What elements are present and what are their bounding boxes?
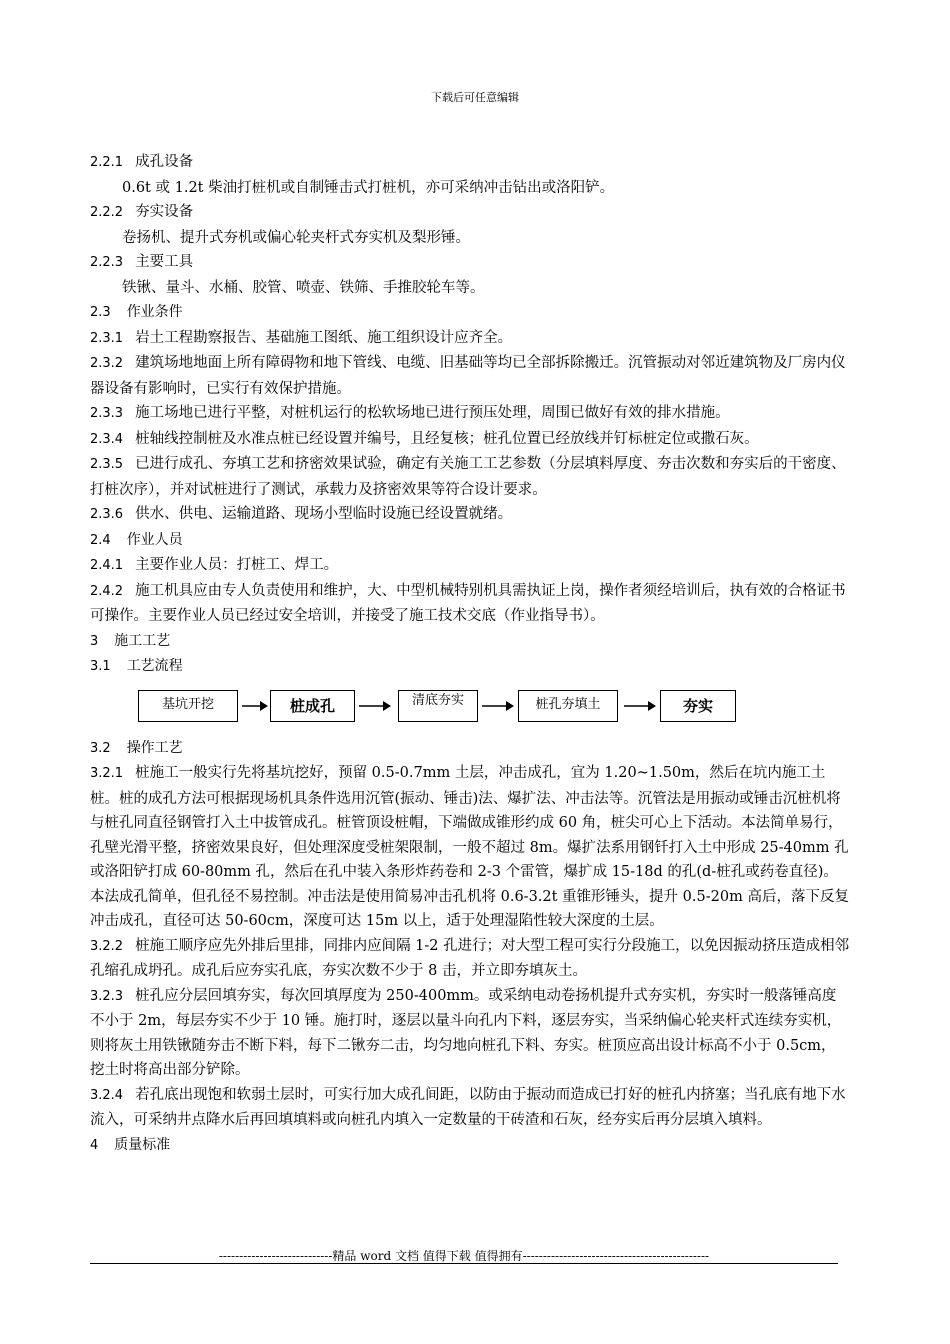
flow-step-compaction: 夯实 — [660, 690, 736, 722]
document-body — [90, 150, 850, 1158]
paragraph — [90, 553, 850, 579]
section-number: 2.2.3 — [90, 255, 124, 270]
paragraph-text: 桩施工一般实行先将基坑挖好，预留 0.5-0.7mm 土层，冲击成孔，宜为 1.20~1.50m，然后在坑内施工土桩。桩的成孔方法可根据现场机具条件选用沉管(振动、锤击)法、爆扩法、冲击法等。沉管法是用振动或锤击沉桩机将与桩孔同直径钢管打入土中拔管成孔。桩管顶设桩帽，下端做成锥形约成 60 角，桩尖可心上下活动。本法简单易行，孔壁光滑平整，挤密效果良好，但处理深度受桩架限制，一般不超过 8m。爆扩法系用钢钎打入土中形成 25-40mm 孔或洛阳铲打成 60-80mm 孔，然后在孔中装入条形炸药卷和 2-3 个雷管，爆扩成 15-18d 的孔(d-桩孔或药卷直径)。本法成孔简单，但孔径不易控制。冲击法是使用简易冲击孔机将 0.6-3.2t 重锥形锤头，提升 0.5-20m 高后，落下反复冲击成孔，直径可达 50-60cm，深度可达 15m 以上，适于处理湿陷性较大深度的土层。 — [90, 765, 849, 929]
section-number: 4 — [90, 1137, 99, 1153]
section-heading — [90, 629, 850, 655]
paragraph-text: 岩土工程勘察报告、基础施工图纸、施工组织设计应齐全。 — [135, 329, 513, 346]
paragraph-text: 桩轴线控制桩及水准点桩已经设置并编号，且经复核；桩孔位置已经放线并钉标桩定位或撒石灰。 — [135, 430, 759, 447]
paragraph — [90, 326, 850, 352]
section-number: 2.3.3 — [90, 406, 124, 421]
arrow-right-icon — [622, 698, 658, 714]
section-number: 2.3.6 — [90, 507, 124, 522]
section-number: 3 — [90, 633, 99, 649]
section-number: 2.4 — [90, 532, 111, 548]
paragraph-text: 施工工艺 — [114, 632, 171, 649]
paragraph — [90, 502, 850, 528]
paragraph-text: 夯实设备 — [135, 204, 194, 220]
paragraph — [90, 1083, 850, 1133]
section-number: 3.1 — [90, 659, 111, 674]
section-number: 2.3.1 — [90, 330, 124, 346]
paragraph-text: 桩孔应分层回填夯实，每次回填厚度为 250-400mm。或采纳电动卷扬机提升式夯实机，夯实时一般落锤高度不小于 2m，每层夯实不少于 10 锤。施打时，逐层以量斗向孔内下料，逐层夯实，当采纳偏心轮夹杆式连续夯实机，则将灰土用铁锹随夯击不断下料，每下二锹夯二击，均匀地向桩孔下料、夯实。桩顶应高出设计标高不小于 0.5cm，挖土时将高出部分铲除。 — [90, 987, 842, 1078]
paragraph — [90, 226, 850, 251]
paragraph — [90, 176, 850, 201]
section-number: 3.2 — [90, 740, 111, 756]
paragraph-text: 已进行成孔、夯填工艺和挤密效果试验，确定有关施工工艺参数（分层填料厚度、夯击次数和夯实后的干密度、打桩次序），并对试桩进行了测试，承载力及挤密效果等符合设计要求。 — [90, 456, 846, 498]
section-number: 3.2.2 — [90, 938, 124, 954]
paragraph — [90, 250, 850, 276]
paragraph-text: 桩施工顺序应先外排后里排，同排内应间隔 1-2 孔进行；对大型工程可实行分段施工，以免因振动挤压造成相邻孔缩孔成坍孔。成孔后应夯实孔底，夯实次数不少于 8 击，并立即夯填灰土。 — [90, 937, 850, 979]
paragraph — [90, 984, 850, 1083]
paragraph — [90, 276, 850, 301]
section-heading — [90, 300, 850, 326]
flow-step-excavation: 基坑开挖 — [138, 690, 238, 722]
process-flow-diagram — [90, 684, 850, 732]
paragraph-text: 主要工具 — [135, 254, 194, 270]
section-number: 2.3 — [90, 305, 111, 320]
flow-step-pile-hole: 桩成孔 — [270, 690, 355, 722]
section-number: 2.3.5 — [90, 457, 124, 472]
section-heading — [90, 1133, 850, 1159]
paragraph-text: 作业条件 — [126, 304, 183, 320]
paragraph — [90, 427, 850, 453]
section-number: 2.4.1 — [90, 558, 124, 573]
paragraph — [90, 934, 850, 984]
section-number: 2.2.2 — [90, 205, 124, 220]
paragraph — [90, 401, 850, 427]
paragraph-text: 卷扬机、提升式夯机或偏心轮夹杆式夯实机及梨形锤。 — [122, 229, 470, 246]
paragraph-text: 成孔设备 — [135, 154, 194, 170]
section-list-2 — [90, 736, 850, 1159]
paragraph-text: 作业人员 — [126, 531, 183, 548]
arrow-right-icon — [480, 698, 516, 714]
paragraph — [90, 579, 850, 629]
section-number: 3.2.4 — [90, 1087, 124, 1103]
footer-divider — [90, 1263, 838, 1264]
paragraph-text: 操作工艺 — [126, 739, 183, 756]
paragraph — [90, 351, 850, 401]
paragraph-text: 建筑场地地面上所有障碍物和地下管线、电缆、旧基础等均已全部拆除搬迁。沉管振动对邻近建筑物及厂房内仪器设备有影响时，已实行有效保护措施。 — [90, 355, 846, 397]
page-header: 下载后可任意编辑 — [431, 91, 519, 104]
paragraph-text: 主要作业人员：打桩工、焊工。 — [135, 557, 339, 573]
section-heading — [90, 736, 850, 762]
section-heading — [90, 654, 850, 680]
paragraph — [90, 200, 850, 226]
arrow-right-icon — [357, 698, 393, 714]
paragraph-text: 0.6t 或 1.2t 柴油打桩机或自制锤击式打桩机，亦可采纳冲击钻出或洛阳铲。 — [122, 179, 615, 196]
section-heading — [90, 528, 850, 554]
paragraph-text: 施工机具应由专人负责使用和维护，大、中型机械特别机具需执证上岗，操作者须经培训后，执有效的合格证书可操作。主要作业人员已经过安全培训，并接受了施工技术交底（作业指导书）。 — [90, 582, 846, 624]
paragraph — [90, 761, 850, 934]
paragraph-text: 质量标准 — [114, 1136, 171, 1153]
section-number: 2.3.2 — [90, 356, 124, 371]
section-number: 2.2.1 — [90, 155, 124, 170]
section-list-1 — [90, 150, 850, 680]
paragraph — [90, 150, 850, 176]
section-number: 3.2.1 — [90, 766, 124, 781]
paragraph-text: 铁锹、量斗、水桶、胶管、喷壶、铁筛、手推胶轮车等。 — [122, 279, 485, 296]
arrow-right-icon — [240, 698, 270, 714]
paragraph-text: 工艺流程 — [126, 658, 183, 674]
paragraph-text: 施工场地已进行平整，对桩机运行的松软场地已进行预压处理，周围已做好有效的排水措施。 — [135, 405, 730, 421]
section-number: 2.4.2 — [90, 583, 124, 599]
paragraph — [90, 452, 850, 502]
section-number: 3.2.3 — [90, 988, 124, 1004]
paragraph-text: 若孔底出现饱和软弱土层时，可实行加大成孔间距，以防由于振动而造成已打好的桩孔内挤塞；当孔底有地下水流入，可采纳井点降水后再回填填料或向桩孔内填入一定数量的干砖渣和石灰，经夯实后再分层填入填料。 — [90, 1086, 846, 1128]
flow-step-hole-filling: 桩孔夯填土 — [518, 690, 618, 722]
section-number: 2.3.4 — [90, 431, 124, 447]
flow-step-bottom-tamping: 清底夯实 — [398, 690, 478, 722]
page-footer: ----------------------------精品 word 文档 值得下载 值得拥有---------------------------------------------- — [218, 1249, 710, 1263]
paragraph-text: 供水、供电、运输道路、现场小型临时设施已经设置就绪。 — [135, 506, 513, 522]
